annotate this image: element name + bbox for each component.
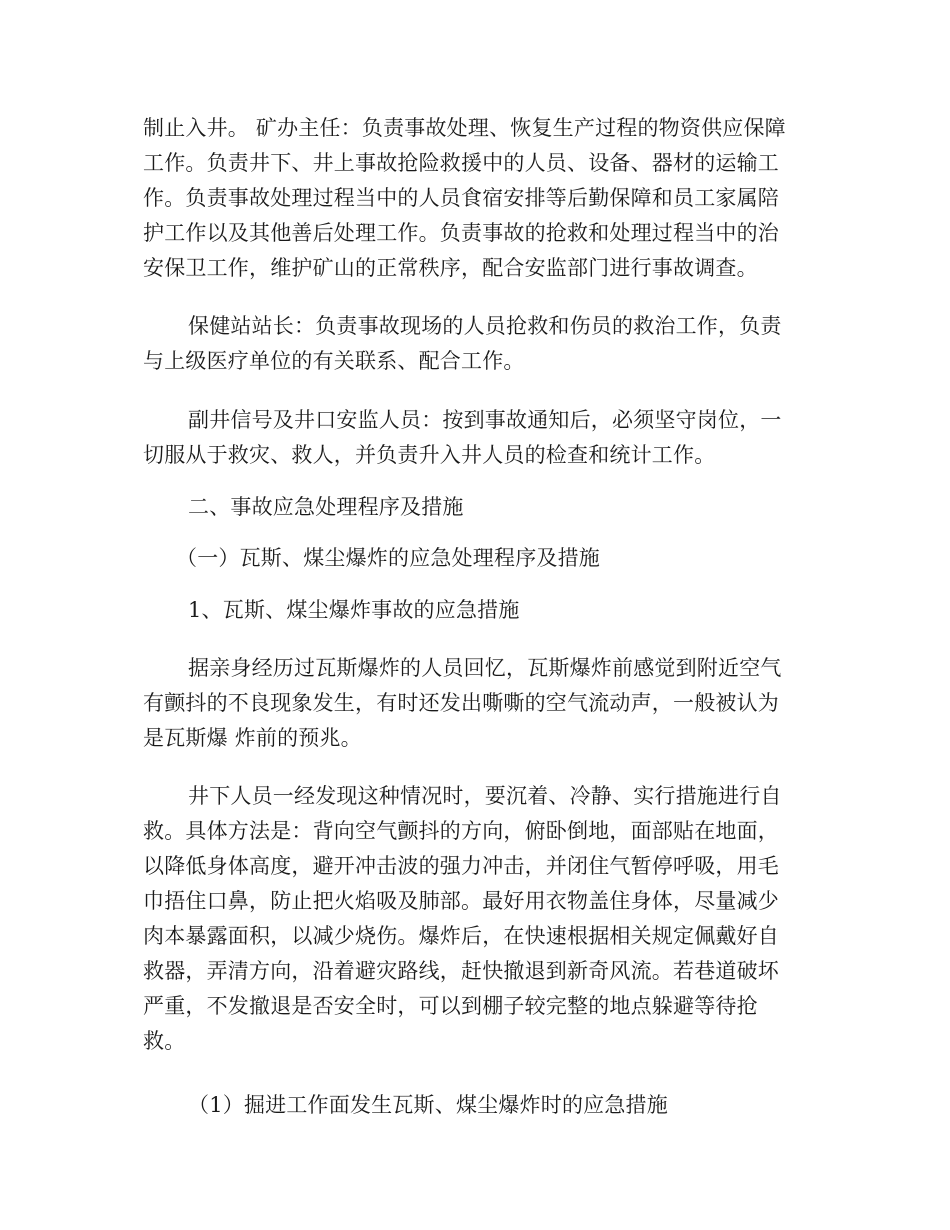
- section-heading: 二、事故应急处理程序及措施: [188, 495, 464, 519]
- text-line: 严重，不发撤退是否安全时，可以到棚子较完整的地点躲避等待抢: [143, 994, 758, 1018]
- subsection-heading: （一）瓦斯、煤尘爆炸的应急处理程序及措施: [176, 546, 600, 570]
- text-line: 与上级医疗单位的有关联系、配合工作。: [143, 349, 525, 373]
- text-line: 安保卫工作，维护矿山的正常秩序，配合安监部门进行事故调查。: [143, 256, 758, 280]
- text-line: 是瓦斯爆 炸前的预兆。: [143, 726, 362, 750]
- text-line: 救。具体方法是：背向空气颤抖的方向，俯卧倒地，面部贴在地面，: [143, 819, 779, 843]
- text-line: 巾捂住口鼻，防止把火焰吸及肺部。最好用衣物盖住身体，尽量减少: [143, 889, 779, 913]
- text-line: 护工作以及其他善后处理工作。负责事故的抢救和处理过程当中的治: [143, 221, 779, 245]
- text-line: 肉本暴露面积，以减少烧伤。爆炸后，在快速根据相关规定佩戴好自: [143, 924, 779, 948]
- item-heading: 1、瓦斯、煤尘爆炸事故的应急措施: [188, 598, 520, 622]
- text-line: 以降低身体高度，避开冲击波的强力冲击，并闭住气暂停呼吸，用毛: [143, 854, 779, 878]
- text-line: 作。负责事故处理过程当中的人员食宿安排等后勤保障和员工家属陪: [143, 186, 779, 210]
- text-line: 有颤抖的不良现象发生，有时还发出嘶嘶的空气流动声，一般被认为: [143, 691, 779, 715]
- text-line: 据亲身经历过瓦斯爆炸的人员回忆，瓦斯爆炸前感觉到附近空气: [188, 656, 782, 680]
- text-line: 救。: [143, 1029, 186, 1053]
- item-heading: （1）掘进工作面发生瓦斯、煤尘爆炸时的应急措施: [188, 1093, 668, 1117]
- text-line: 制止入井。 矿办主任：负责事故处理、恢复生产过程的物资供应保障: [143, 116, 786, 140]
- text-line: 工作。负责井下、井上事故抢险救援中的人员、设备、器材的运输工: [143, 151, 779, 175]
- text-line: 副井信号及井口安监人员：按到事故通知后，必须坚守岗位，一: [188, 408, 782, 432]
- text-line: 保健站站长：负责事故现场的人员抢救和伤员的救治工作，负责: [188, 314, 782, 338]
- text-line: 切服从于救灾、救人，并负责升入井人员的检查和统计工作。: [143, 443, 716, 467]
- text-line: 井下人员一经发现这种情况时，要沉着、冷静、实行措施进行自: [188, 784, 782, 808]
- text-line: 救器，弄清方向，沿着避灾路线，赶快撤退到新奇风流。若巷道破坏: [143, 959, 779, 983]
